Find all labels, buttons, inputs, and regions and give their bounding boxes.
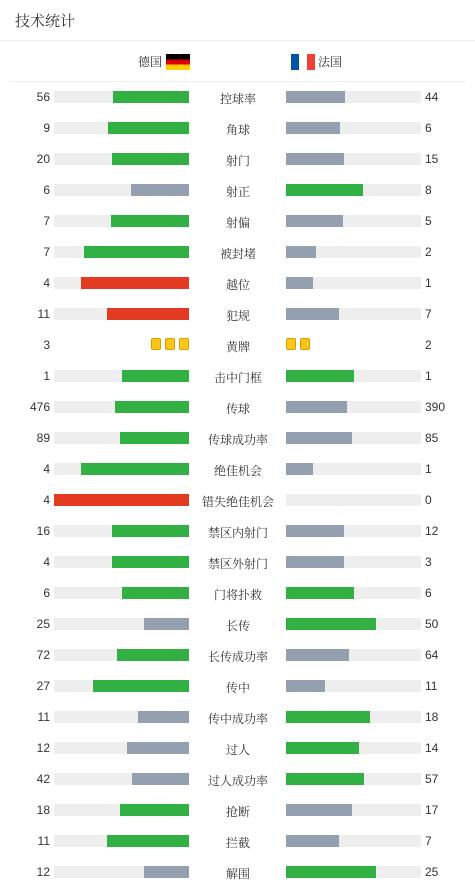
home-bar-track <box>54 711 189 723</box>
stat-label: 错失绝佳机会 <box>201 495 274 509</box>
away-bar-track <box>286 91 421 103</box>
away-bar-track <box>286 556 421 568</box>
away-value: 25 <box>425 865 439 879</box>
away-value: 15 <box>425 152 439 166</box>
stat-label: 禁区外射门 <box>207 557 268 571</box>
away-bar-fill <box>286 587 354 599</box>
stat-row <box>0 239 475 270</box>
stat-row <box>0 518 475 549</box>
stat-row <box>0 115 475 146</box>
stat-row <box>0 487 475 518</box>
away-bar-track <box>286 742 421 754</box>
away-bar-fill <box>286 401 347 413</box>
yellow-card-icon <box>165 338 175 350</box>
stat-label: 角球 <box>225 123 250 137</box>
stat-row <box>0 704 475 735</box>
home-bar-fill <box>122 587 190 599</box>
away-value: 3 <box>425 555 432 569</box>
stat-label: 射门 <box>225 154 250 168</box>
home-bar-track <box>54 184 189 196</box>
home-bar-fill <box>108 122 189 134</box>
home-value: 72 <box>36 648 50 662</box>
home-value: 9 <box>43 121 50 135</box>
home-bar-track <box>54 835 189 847</box>
away-bar-track <box>286 649 421 661</box>
away-bar-fill <box>286 215 343 227</box>
away-bar-fill <box>286 618 376 630</box>
stat-label: 控球率 <box>219 92 256 106</box>
home-bar-track <box>54 277 189 289</box>
home-bar-fill <box>144 618 189 630</box>
home-bar-track <box>54 153 189 165</box>
yellow-card-icon <box>286 338 296 350</box>
away-bar-fill <box>286 649 349 661</box>
stat-row <box>0 84 475 115</box>
away-value: 2 <box>425 338 432 352</box>
stat-row <box>0 766 475 797</box>
away-bar-fill <box>286 370 354 382</box>
away-value: 2 <box>425 245 432 259</box>
stat-label: 长传成功率 <box>207 650 268 664</box>
stats-list <box>0 84 475 890</box>
home-value: 25 <box>36 617 50 631</box>
home-value: 6 <box>43 183 50 197</box>
home-bar-fill <box>93 680 189 692</box>
home-bar-track <box>54 649 189 661</box>
stat-row <box>0 301 475 332</box>
away-value: 17 <box>425 803 439 817</box>
away-bar-fill <box>286 153 344 165</box>
home-value: 12 <box>36 865 50 879</box>
home-bar-fill <box>112 153 189 165</box>
home-bar-track <box>54 401 189 413</box>
away-value: 14 <box>425 741 439 755</box>
stat-label: 拦截 <box>225 836 250 850</box>
home-bar-track <box>54 680 189 692</box>
stat-row <box>0 270 475 301</box>
home-value: 12 <box>36 741 50 755</box>
home-value: 4 <box>43 493 50 507</box>
home-value: 42 <box>36 772 50 786</box>
home-bar-fill <box>138 711 189 723</box>
away-value: 7 <box>425 307 432 321</box>
stat-row <box>0 146 475 177</box>
away-value: 11 <box>425 679 438 693</box>
home-bar-track <box>54 91 189 103</box>
home-bar-track <box>54 525 189 537</box>
home-bar-fill <box>117 649 189 661</box>
stat-label: 传球 <box>225 402 250 416</box>
stat-label: 解围 <box>225 867 250 881</box>
home-bar-fill <box>54 494 189 506</box>
home-team-name: 德国 <box>138 55 163 69</box>
away-bar-fill <box>286 866 376 878</box>
home-bar-track <box>54 494 189 506</box>
away-value: 5 <box>425 214 432 228</box>
yellow-card-icon <box>300 338 310 350</box>
home-value: 11 <box>37 307 50 321</box>
home-bar-track <box>54 370 189 382</box>
home-bar-fill <box>107 835 189 847</box>
home-bar-track <box>54 246 189 258</box>
away-bar-fill <box>286 91 345 103</box>
away-bar-track <box>286 432 421 444</box>
stat-label: 传中成功率 <box>207 712 268 726</box>
home-value: 1 <box>43 369 50 383</box>
home-value: 18 <box>36 803 50 817</box>
stat-row <box>0 673 475 704</box>
home-bar-fill <box>144 866 189 878</box>
away-bar-fill <box>286 184 363 196</box>
stat-row <box>0 735 475 766</box>
home-value: 7 <box>43 214 50 228</box>
stat-label: 黄牌 <box>225 340 250 354</box>
home-yellow-cards <box>54 338 189 352</box>
stat-label: 抢断 <box>225 805 250 819</box>
home-bar-fill <box>112 556 189 568</box>
home-value: 4 <box>43 462 50 476</box>
away-bar-track <box>286 153 421 165</box>
away-bar-fill <box>286 773 364 785</box>
home-bar-track <box>54 804 189 816</box>
title-divider <box>0 40 475 41</box>
away-bar-fill <box>286 246 316 258</box>
away-value: 44 <box>425 90 439 104</box>
away-bar-fill <box>286 556 344 568</box>
away-bar-fill <box>286 277 313 289</box>
away-bar-track <box>286 618 421 630</box>
stat-label: 禁区内射门 <box>207 526 268 540</box>
home-bar-fill <box>84 246 189 258</box>
home-bar-fill <box>132 773 189 785</box>
stat-label: 越位 <box>225 278 250 292</box>
home-bar-track <box>54 556 189 568</box>
home-value: 7 <box>43 245 50 259</box>
away-bar-track <box>286 308 421 320</box>
home-value: 20 <box>36 152 50 166</box>
away-value: 6 <box>425 121 432 135</box>
stat-row <box>0 177 475 208</box>
away-bar-track <box>286 463 421 475</box>
away-value: 1 <box>425 462 432 476</box>
stat-label: 过人 <box>225 743 250 757</box>
away-bar-fill <box>286 742 359 754</box>
home-bar-track <box>54 866 189 878</box>
away-bar-track <box>286 773 421 785</box>
away-bar-fill <box>286 463 313 475</box>
away-bar-track <box>286 277 421 289</box>
home-value: 56 <box>36 90 50 104</box>
away-bar-fill <box>286 432 352 444</box>
stat-label: 犯规 <box>225 309 250 323</box>
stat-label: 长传 <box>225 619 250 633</box>
stat-row <box>0 642 475 673</box>
home-bar-fill <box>120 432 189 444</box>
away-value: 7 <box>425 834 432 848</box>
stat-label: 绝佳机会 <box>213 464 262 478</box>
home-bar-fill <box>111 215 189 227</box>
away-value: 1 <box>425 276 432 290</box>
away-team <box>291 53 342 70</box>
away-bar-track <box>286 184 421 196</box>
home-bar-track <box>54 618 189 630</box>
stat-row <box>0 208 475 239</box>
stat-row <box>0 425 475 456</box>
away-bar-track <box>286 122 421 134</box>
away-bar-track <box>286 494 421 506</box>
stat-row <box>0 580 475 611</box>
stat-row <box>0 859 475 890</box>
away-value: 57 <box>425 772 439 786</box>
home-value: 3 <box>43 338 50 352</box>
away-value: 0 <box>425 493 432 507</box>
home-bar-fill <box>120 804 189 816</box>
away-bar-fill <box>286 680 325 692</box>
home-bar-track <box>54 742 189 754</box>
france-flag-icon <box>291 54 315 70</box>
stat-label: 门将扑救 <box>213 588 262 602</box>
away-bar-fill <box>286 308 339 320</box>
stat-row <box>0 549 475 580</box>
away-bar-fill <box>286 711 370 723</box>
home-bar-track <box>54 432 189 444</box>
home-team <box>138 53 190 70</box>
away-bar-fill <box>286 525 344 537</box>
away-value: 50 <box>425 617 439 631</box>
away-bar-track <box>286 401 421 413</box>
header-divider <box>10 81 465 82</box>
home-bar-fill <box>81 277 189 289</box>
home-value: 476 <box>29 400 50 414</box>
home-bar-fill <box>127 742 189 754</box>
stat-row <box>0 363 475 394</box>
away-bar-track <box>286 246 421 258</box>
away-bar-track <box>286 804 421 816</box>
away-value: 12 <box>425 524 439 538</box>
home-value: 11 <box>37 834 50 848</box>
away-value: 390 <box>425 400 446 414</box>
home-value: 11 <box>37 710 50 724</box>
stat-label: 击中门框 <box>213 371 262 385</box>
away-bar-track <box>286 835 421 847</box>
home-bar-track <box>54 122 189 134</box>
away-bar-track <box>286 711 421 723</box>
home-bar-track <box>54 773 189 785</box>
home-bar-fill <box>122 370 190 382</box>
away-value: 6 <box>425 586 432 600</box>
home-bar-fill <box>113 91 189 103</box>
home-value: 27 <box>36 679 50 693</box>
home-bar-fill <box>107 308 189 320</box>
home-bar-track <box>54 587 189 599</box>
away-bar-track <box>286 370 421 382</box>
home-bar-track <box>54 215 189 227</box>
away-bar-track <box>286 587 421 599</box>
home-value: 4 <box>43 555 50 569</box>
yellow-card-icon <box>151 338 161 350</box>
away-bar-track <box>286 215 421 227</box>
stat-label: 过人成功率 <box>207 774 268 788</box>
home-value: 89 <box>36 431 50 445</box>
yellow-card-icon <box>179 338 189 350</box>
stat-row <box>0 797 475 828</box>
home-bar-fill <box>81 463 189 475</box>
away-bar-track <box>286 680 421 692</box>
away-bar-track <box>286 525 421 537</box>
stat-label: 传球成功率 <box>207 433 268 447</box>
stat-row <box>0 611 475 642</box>
stat-label: 射偏 <box>225 216 250 230</box>
home-bar-track <box>54 463 189 475</box>
away-bar-fill <box>286 804 352 816</box>
away-value: 8 <box>425 183 432 197</box>
home-value: 16 <box>36 524 50 538</box>
home-bar-track <box>54 308 189 320</box>
away-value: 18 <box>425 710 439 724</box>
page-title: 技术统计 <box>15 13 76 30</box>
germany-flag-icon <box>166 54 190 70</box>
stat-row <box>0 332 475 363</box>
away-value: 1 <box>425 369 432 383</box>
home-bar-fill <box>115 401 189 413</box>
home-bar-fill <box>131 184 189 196</box>
stat-row <box>0 828 475 859</box>
away-team-name: 法国 <box>318 55 343 69</box>
stat-row <box>0 394 475 425</box>
home-value: 4 <box>43 276 50 290</box>
away-yellow-cards <box>286 338 421 352</box>
home-value: 6 <box>43 586 50 600</box>
stat-label: 射正 <box>225 185 250 199</box>
stat-label: 被封堵 <box>219 247 256 261</box>
stat-label: 传中 <box>225 681 250 695</box>
away-value: 64 <box>425 648 439 662</box>
away-bar-track <box>286 866 421 878</box>
away-value: 85 <box>425 431 439 445</box>
home-bar-fill <box>112 525 189 537</box>
stat-row <box>0 456 475 487</box>
away-bar-fill <box>286 122 340 134</box>
away-bar-fill <box>286 835 339 847</box>
